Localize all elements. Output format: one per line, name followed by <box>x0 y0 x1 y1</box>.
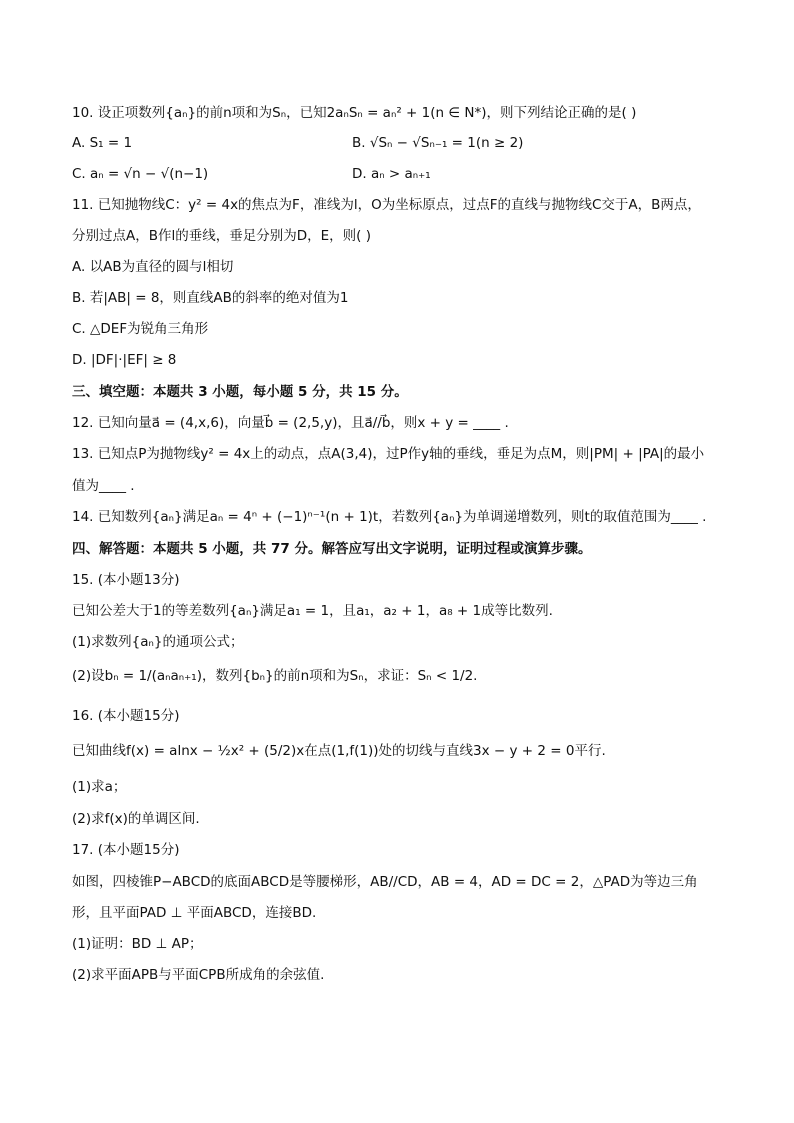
q16-part2: (2)求f(x)的单调区间. <box>72 811 200 827</box>
q11-option-a: A. 以AB为直径的圆与l相切 <box>72 259 234 275</box>
q17-part1: (1)证明：BD ⊥ AP； <box>72 936 203 952</box>
q17-heading: 17. (本小题15分) <box>72 842 180 858</box>
q10-stem: 10. 设正项数列{aₙ}的前n项和为Sₙ，已知2aₙSₙ = aₙ² + 1(n ∈ N*)，则下列结论正确的是( ) <box>72 105 637 121</box>
section-4-heading: 四、解答题：本题共 5 小题，共 77 分。解答应写出文字说明，证明过程或演算步骤。 <box>72 541 592 557</box>
q10-option-a: A. S₁ = 1 <box>72 135 133 151</box>
q17-part2: (2)求平面APB与平面CPB所成角的余弦值. <box>72 967 325 983</box>
q11-option-d: D. |DF|·|EF| ≥ 8 <box>72 352 177 368</box>
q16-stem: 已知曲线f(x) = alnx − ½x² + (5/2)x在点(1,f(1))处的切线与直线3x − y + 2 = 0平行. <box>72 743 606 759</box>
q17-stem-line2: 形，且平面PAD ⊥ 平面ABCD，连接BD. <box>72 905 317 921</box>
q11-option-b: B. 若|AB| = 8，则直线AB的斜率的绝对值为1 <box>72 290 349 306</box>
q15-heading: 15. (本小题13分) <box>72 572 180 588</box>
q10-option-d: D. aₙ > aₙ₊₁ <box>352 166 431 182</box>
section-3-heading: 三、填空题：本题共 3 小题，每小题 5 分，共 15 分。 <box>72 384 408 400</box>
q17-stem-line1: 如图，四棱锥P−ABCD的底面ABCD是等腰梯形，AB//CD，AB = 4，AD = DC = 2，△PAD为等边三角 <box>72 874 698 890</box>
q10-option-c: C. aₙ = √n − √(n−1) <box>72 166 209 182</box>
q11-stem-line2: 分别过点A，B作l的垂线，垂足分别为D，E，则( ) <box>72 228 371 244</box>
q16-part1: (1)求a； <box>72 779 127 795</box>
q11-option-c: C. △DEF为锐角三角形 <box>72 321 209 337</box>
q10-option-b: B. √Sₙ − √Sₙ₋₁ = 1(n ≥ 2) <box>352 135 524 151</box>
q15-stem: 已知公差大于1的等差数列{aₙ}满足a₁ = 1，且a₁，a₂ + 1，a₈ + 1成等比数列. <box>72 603 553 619</box>
q11-stem-line1: 11. 已知抛物线C：y² = 4x的焦点为F，准线为l，O为坐标原点，过点F的直线与抛物线C交于A，B两点， <box>72 197 701 213</box>
q13-line1: 13. 已知点P为抛物线y² = 4x上的动点，点A(3,4)，过P作y轴的垂线，垂足为点M，则|PM| + |PA|的最小 <box>72 446 705 462</box>
q15-part1: (1)求数列{aₙ}的通项公式； <box>72 634 244 650</box>
q14: 14. 已知数列{aₙ}满足aₙ = 4ⁿ + (−1)ⁿ⁻¹(n + 1)t，若数列{aₙ}为单调递增数列，则t的取值范围为____ . <box>72 509 707 525</box>
q12: 12. 已知向量a⃗ = (4,x,6)，向量b⃗ = (2,5,y)，且a⃗//b⃗，则x + y = ____ . <box>72 415 509 431</box>
q15-part2: (2)设bₙ = 1/(aₙaₙ₊₁)，数列{bₙ}的前n项和为Sₙ，求证：Sₙ < 1/2. <box>72 668 478 684</box>
q13-line2: 值为____ . <box>72 478 135 494</box>
q16-heading: 16. (本小题15分) <box>72 708 180 724</box>
